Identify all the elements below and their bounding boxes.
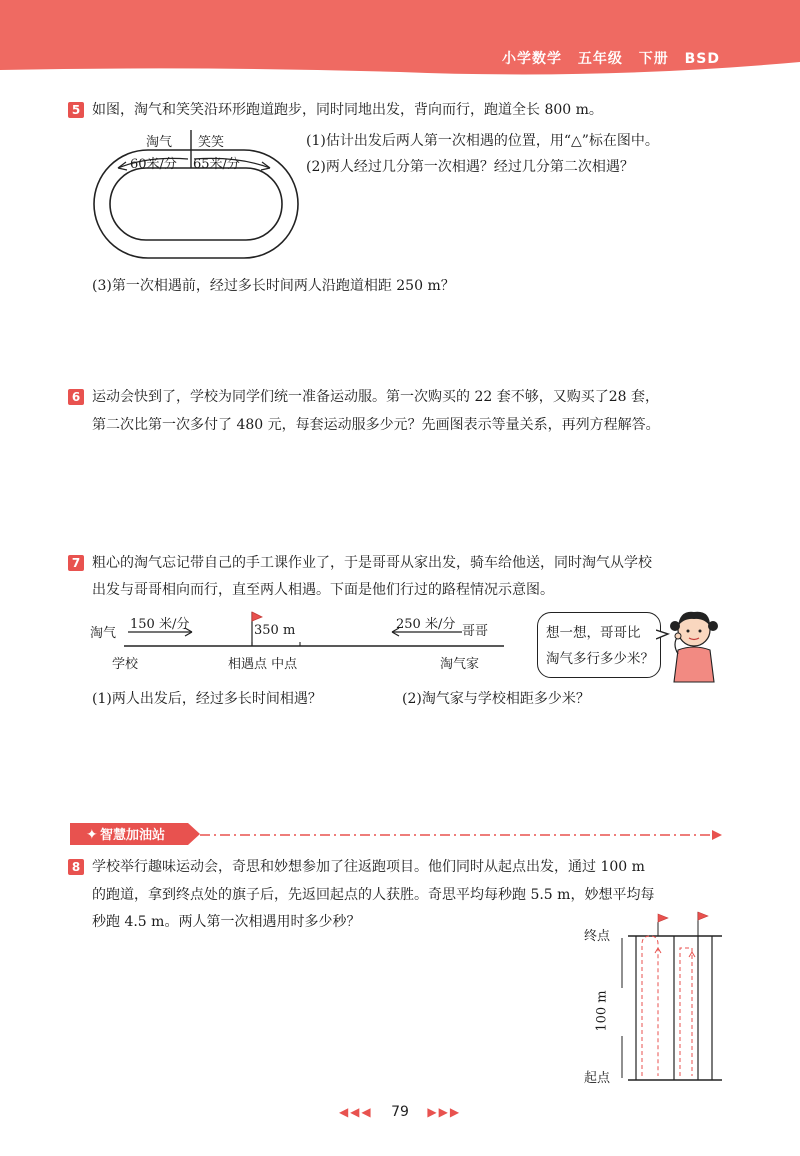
q5-sub1: (1)估计出发后两人第一次相遇的位置，用“△”标在图中。 (306, 133, 659, 149)
next-arrows-icon: ▶▶▶ (427, 1105, 462, 1119)
q8-end-label: 终点 (584, 929, 611, 944)
q8-start-label: 起点 (584, 1071, 611, 1086)
q7-line1: 粗心的淘气忘记带自己的手工课作业了，于是哥哥从家出发，骑车给他送，同时淘气从学校 (92, 555, 652, 571)
header-subject: 小学数学 (502, 51, 562, 67)
q8-line1: 学校举行趣味运动会，奇思和妙想参加了往返跑项目。他们同时从起点出发，通过 100 m (92, 859, 645, 875)
bubble-line2: 淘气多行多少米？ (546, 651, 654, 667)
thought-bubble (537, 612, 661, 678)
q7-right-person: 哥哥 (462, 624, 489, 639)
header-edition: BSD (684, 51, 720, 67)
svg-text:✦: ✦ (86, 827, 98, 843)
q5-sub3: (3)第一次相遇前，经过多长时间两人沿跑道相距 250 m？ (92, 278, 455, 294)
girl-illustration (664, 604, 724, 684)
page-footer (0, 1104, 800, 1120)
q7-left-person: 淘气 (90, 626, 117, 641)
q7-line2: 出发与哥哥相向而行，直至两人相遇。下面是他们行过的路程情况示意图。 (92, 582, 554, 598)
q5-text: 如图，淘气和笑笑沿环形跑道跑步，同时同地出发，背向而行，跑道全长 800 m。 (92, 102, 603, 118)
header-volume: 下册 (638, 51, 669, 67)
q5-name-left: 淘气 (146, 135, 173, 150)
section-title: 智慧加油站 (100, 828, 166, 843)
q7-label-school: 学校 (112, 657, 139, 672)
section-dashed-line (200, 828, 725, 842)
q8-number: 8 (68, 859, 84, 875)
q5-sub2: (2)两人经过几分第一次相遇？经过几分第二次相遇？ (306, 159, 634, 175)
q6-number: 6 (68, 389, 84, 405)
q8-length-label: 100 m (594, 990, 610, 1032)
q7-sub2: (2)淘气家与学校相距多少米？ (402, 691, 590, 707)
q7-label-meet: 相遇点 中点 (228, 657, 298, 672)
q7-number: 7 (68, 555, 84, 571)
q5-speed-left: 60米/分 (130, 157, 177, 172)
q5-name-right: 笑笑 (198, 135, 225, 150)
q6-line2: 第二次比第一次多付了 480 元，每套运动服多少元？先画图表示等量关系，再列方程解答。 (92, 417, 660, 433)
q7-gap: 350 m (254, 623, 296, 638)
header-grade: 五年级 (577, 51, 623, 67)
q8-track-figure (618, 908, 728, 1088)
q5-number: 5 (68, 102, 84, 118)
q7-left-speed: 150 米/分 (130, 617, 190, 632)
q7-sub1: (1)两人出发后，经过多长时间相遇？ (92, 691, 322, 707)
header-info (492, 48, 720, 68)
bubble-line1: 想一想，哥哥比 (546, 625, 641, 641)
q7-right-speed: 250 米/分 (396, 617, 456, 632)
page-header (0, 0, 800, 82)
header-background (0, 0, 800, 82)
q5-speed-right: 65米/分 (193, 157, 240, 172)
q6-line1: 运动会快到了，学校为同学们统一准备运动服。第一次购买的 22 套不够，又购买了28 套， (92, 389, 659, 405)
q8-line2: 的跑道，拿到终点处的旗子后，先返回起点的人获胜。奇思平均每秒跑 5.5 m，妙想平均每 (92, 887, 655, 903)
q8-line3: 秒跑 4.5 m。两人第一次相遇用时多少秒？ (92, 914, 361, 930)
page-number: 79 (391, 1104, 409, 1120)
q7-label-home: 淘气家 (440, 657, 480, 672)
prev-arrows-icon: ◀◀◀ (338, 1105, 373, 1119)
